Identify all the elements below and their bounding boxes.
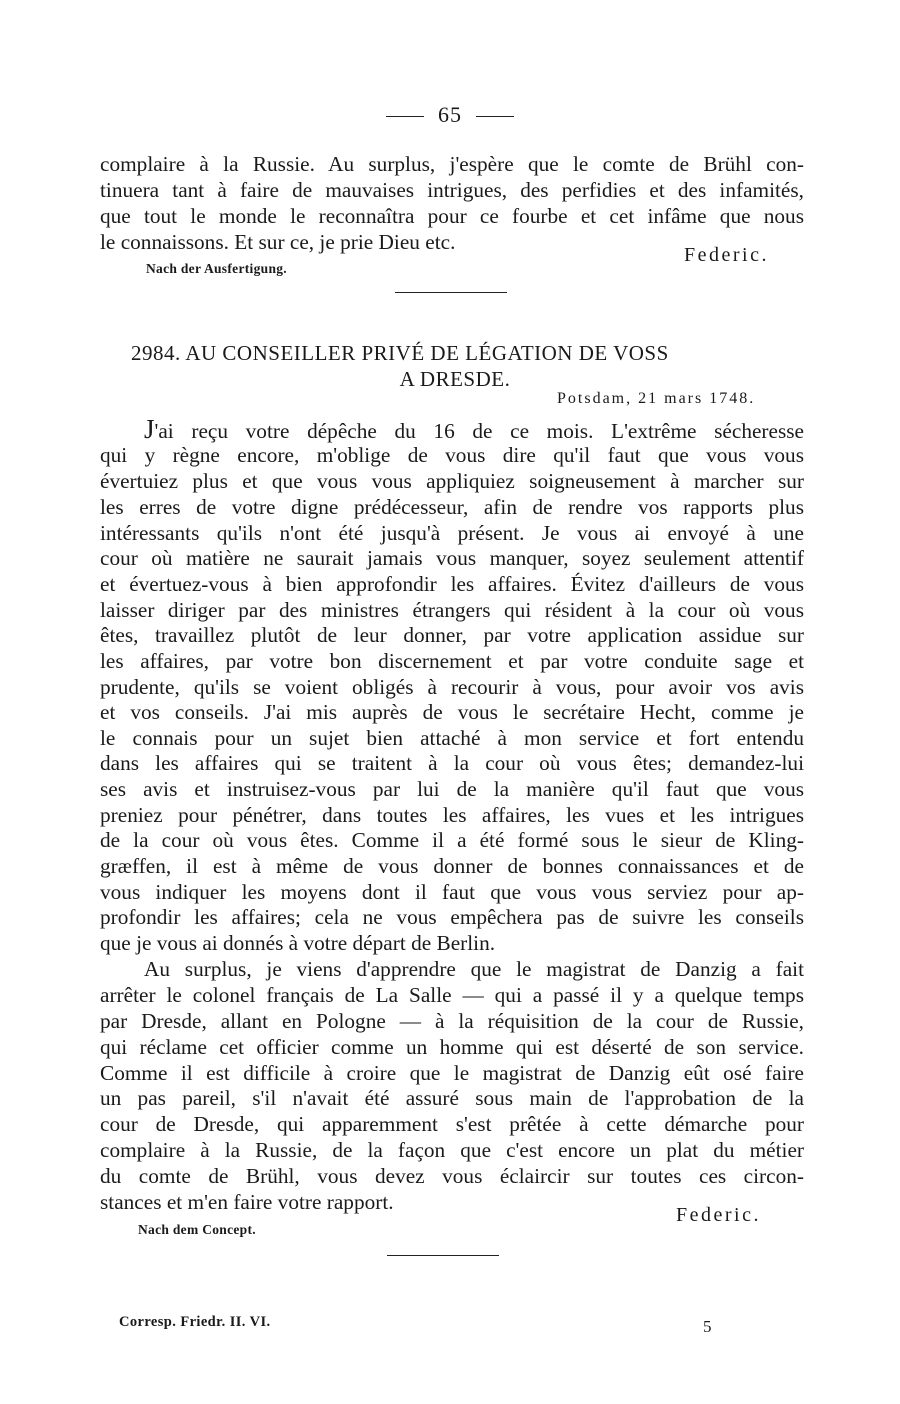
letter2-line: du comte de Brühl, vous devez vous éclaircir sur toutes ces circon- — [100, 1164, 804, 1188]
page-number-dash-left — [386, 116, 424, 117]
letter2-line: ses avis et instruisez-vous par lui de la manière qu'il faut que vous — [100, 777, 804, 801]
letter2-line: le connais pour un sujet bien attaché à mon service et fort entendu — [100, 726, 804, 750]
letter2-line: et évertuez-vous à bien approfondir les affaires. Évitez d'ailleurs de vous — [100, 572, 804, 596]
letter1-line: le connaissons. Et sur ce, je prie Dieu etc. — [100, 230, 456, 254]
letter-heading: 2984. AU CONSEILLER PRIVÉ DE LÉGATION DE VOSS — [131, 341, 669, 365]
section-divider — [395, 292, 507, 293]
dateline: Potsdam, 21 mars 1748. — [557, 390, 756, 407]
letter2-line: êtes, travaillez plutôt de leur donner, par votre application assidue sur — [100, 623, 804, 647]
letter2-line: Comme il est difficile à croire que le magistrat de Danzig eût osé faire — [100, 1061, 804, 1085]
letter2-source-note: Nach dem Concept. — [138, 1222, 256, 1237]
page-number — [0, 102, 900, 128]
footer-volume-reference: Corresp. Friedr. II. VI. — [119, 1314, 271, 1330]
letter2-line: qui réclame cet officier comme un homme qui est déserté de son service. — [100, 1035, 804, 1059]
section-divider — [387, 1255, 499, 1256]
letter2-line: les affaires, par votre bon discernement et par votre conduite sage et — [100, 649, 804, 673]
letter1-line: complaire à la Russie. Au surplus, j'espère que le comte de Brühl con- — [100, 152, 804, 176]
letter2-line: Au surplus, je viens d'apprendre que le magistrat de Danzig a fait — [144, 957, 804, 981]
footer-signature-mark: 5 — [703, 1317, 712, 1336]
letter2-line: prudente, qu'ils se voient obligés à recourir à vous, pour avoir vos avis — [100, 675, 804, 699]
letter2-line: dans les affaires qui se traitent à la cour où vous êtes; demandez-lui — [100, 751, 804, 775]
letter2-line: arrêter le colonel français de La Salle — qui a passé il y a quelque temps — [100, 983, 804, 1007]
letter2-line: profondir les affaires; cela ne vous empêchera pas de suivre les conseils — [100, 905, 804, 929]
letter2-line: complaire à la Russie, de la façon que c'est encore un plat du métier — [100, 1138, 804, 1162]
letter2-line: intéressants qu'ils n'ont été jusqu'à présent. Je vous ai envoyé à une — [100, 521, 804, 545]
letter1-line: que tout le monde le reconnaîtra pour ce fourbe et cet infâme que nous — [100, 204, 804, 228]
letter1-signature: Federic. — [684, 244, 769, 266]
letter2-line: les erres de votre digne prédécesseur, afin de rendre vos rapports plus — [100, 495, 804, 519]
letter2-line: que je vous ai donnés à votre départ de Berlin. — [100, 931, 496, 955]
letter2-line: évertuiez plus et que vous vous appliquiez soigneusement à marcher sur — [100, 469, 804, 493]
drop-cap: J — [144, 414, 155, 444]
page-number-dash-right — [476, 116, 514, 117]
letter2-line: cour de Dresde, qui apparemment s'est prêtée à cette démarche pour — [100, 1112, 804, 1136]
letter2-line: de la cour où vous êtes. Comme il a été formé sous le sieur de Kling- — [100, 828, 804, 852]
letter2-first-line — [144, 416, 804, 442]
letter2-line: græffen, il est à même de vous donner de bonnes connaissances et de — [100, 854, 804, 878]
letter2-line: qui y règne encore, m'oblige de vous dire qu'il faut que vous vous — [100, 443, 804, 467]
letter2-line: laisser diriger par des ministres étrangers qui résident à la cour où vous — [100, 598, 804, 622]
letter2-signature: Federic. — [676, 1204, 761, 1226]
first-line-text: 'ai reçu votre dépêche du 16 de ce mois. L'extrême sécheresse — [154, 419, 804, 443]
letter1-line: tinuera tant à faire de mauvaises intrigues, des perfidies et des infamités, — [100, 178, 804, 202]
letter-heading-destination: A DRESDE. — [399, 367, 511, 391]
letter1-source-note: Nach der Ausfertigung. — [146, 261, 287, 276]
page-number-text: 65 — [438, 102, 462, 127]
letter2-line: cour où matière ne saurait jamais vous manquer, soyez seulement attentif — [100, 546, 804, 570]
letter2-line: stances et m'en faire votre rapport. — [100, 1190, 394, 1214]
letter2-line: vous indiquer les moyens dont il faut que vous vous serviez pour ap- — [100, 880, 804, 904]
letter2-line: un pas pareil, s'il n'avait été assuré sous main de l'approbation de la — [100, 1086, 804, 1110]
letter2-line: preniez pour pénétrer, dans toutes les affaires, les vues et les intrigues — [100, 803, 804, 827]
letter2-line: par Dresde, allant en Pologne — à la réquisition de la cour de Russie, — [100, 1009, 804, 1033]
letter2-line: et vos conseils. J'ai mis auprès de vous le secrétaire Hecht, comme je — [100, 700, 804, 724]
